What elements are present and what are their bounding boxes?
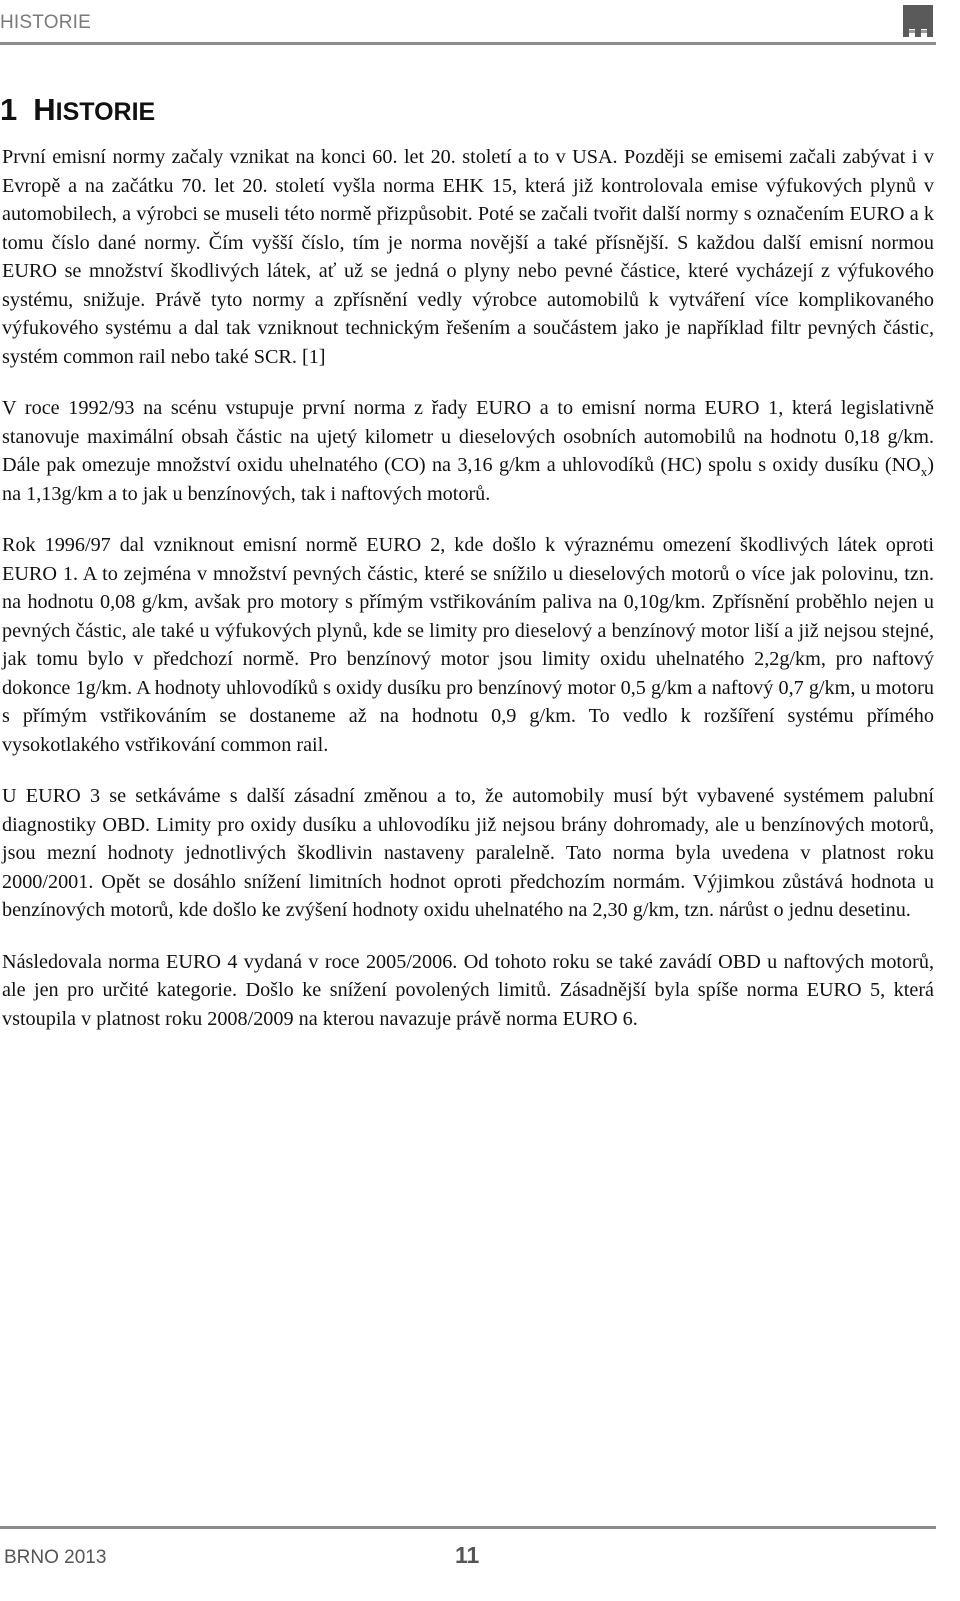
chapter-number: 1 [0, 92, 18, 127]
paragraph-3: Rok 1996/97 dal vzniknout emisní normě EURO 2, kde došlo k výraznému omezení škodlivých látek oproti EURO 1. A to zejména v množství pevných částic, které se snížilo u dieselových motorů o více jak polovinu, tzn. na hodnotu 0,08 g/km, avšak pro motory s přímým vstřikováním paliva na 0,10g/km. Zpřísnění proběhlo nejen u pevných částic, ale také u výfukových plynů, kde se limity pro dieselový a benzínový motor liší a již nejsou stejné, jak tomu bylo v předchozí normě. Pro benzínový motor jsou limity oxidu uhelnatého 2,2g/km, pro naftový dokonce 1g/km. A hodnoty uhlovodíků s oxidy dusíku pro benzínový motor 0,5 g/km a naftový 0,7 g/km, u motoru s přímým vstřikováním se dostaneme až na hodnotu 0,9 g/km. To vedlo k rozšíření systému přímého vysokotlakého vstřikování common rail. [2, 534, 934, 756]
footer-rule [0, 1526, 936, 1529]
body-text [2, 143, 934, 1056]
chapter-title-initial: H [33, 92, 56, 127]
header-rule [0, 42, 936, 45]
chapter-title-rest: ISTORIE [55, 98, 156, 126]
paragraph-2-before: V roce 1992/93 na scénu vstupuje první norma z řady EURO a to emisní norma EURO 1, která legislativně stanovuje maximální obsah částic na ujetý kilometr u dieselových osobních automobilů na hodnotu 0,18 g/km. Dále pak omezuje množství oxidu uhelnatého (CO) na 3,16 g/km a uhlovodíků (HC) spolu s oxidy dusíku (NO [2, 397, 934, 476]
paragraph-2 [2, 394, 934, 508]
paragraph-4: U EURO 3 se setkáváme s další zásadní změnou a to, že automobily musí být vybavené systémem palubní diagnostiky OBD. Limity pro oxidy dusíku a uhlovodíku již nejsou brány dohromady, ale u benzínových motorů, jsou mezní hodnoty jednotlivých škodlivin nastaveny paralelně. Tato norma byla uvedena v platnost roku 2000/2001. Opět se dosáhlo snížení limitních hodnot oproti předchozím normám. Výjimkou zůstává hodnota u benzínových motorů, kde došlo ke zvýšení hodnoty oxidu uhelnatého na 2,30 g/km, tzn. nárůst o jednu desetinu. [2, 785, 934, 921]
paragraph-1: První emisní normy začaly vznikat na konci 60. let 20. století a to v USA. Později se emisemi začali zabývat i v Evropě a na začátku 70. let 20. století vyšla norma EHK 15, která již kontrolovala emise výfukových plynů v automobilech, a výrobci se museli této normě přizpůsobit. Poté se začali tvořit další normy s označením EURO a k tomu číslo dané normy. Čím vyšší číslo, tím je norma novější a také přísnější. S každou další emisní normou EURO se množství škodlivých látek, ať už se jedná o plyny nebo pevné částice, které vycházejí z výfukového systému, snižuje. Právě tyto normy a zpřísnění vedly výrobce automobilů k vytváření více komplikovaného výfukového systému a dal tak vzniknout technickým řešením a součástem jako je například filtr pevných částic, systém common rail nebo také SCR. [1] [2, 146, 934, 368]
running-header: HISTORIE [0, 12, 91, 33]
page-number: 11 [455, 1542, 480, 1568]
paragraph-5: Následovala norma EURO 4 vydaná v roce 2005/2006. Od tohoto roku se také zavádí OBD u naftových motorů, ale jen pro určité kategorie. Došlo ke snížení povolených limitů. Zásadnější byla spíše norma EURO 5, která vstoupila v platnost roku 2008/2009 na kterou navazuje právě norma EURO 6. [2, 950, 934, 1030]
paragraph-2-after: ) na 1,13g/km a to jak u benzínových, tak i naftových motorů. [2, 454, 934, 505]
university-logo-icon [902, 4, 934, 38]
chapter-title [0, 88, 155, 134]
nox-subscript: x [920, 464, 928, 480]
footer-location-year: BRNO 2013 [4, 1547, 107, 1568]
